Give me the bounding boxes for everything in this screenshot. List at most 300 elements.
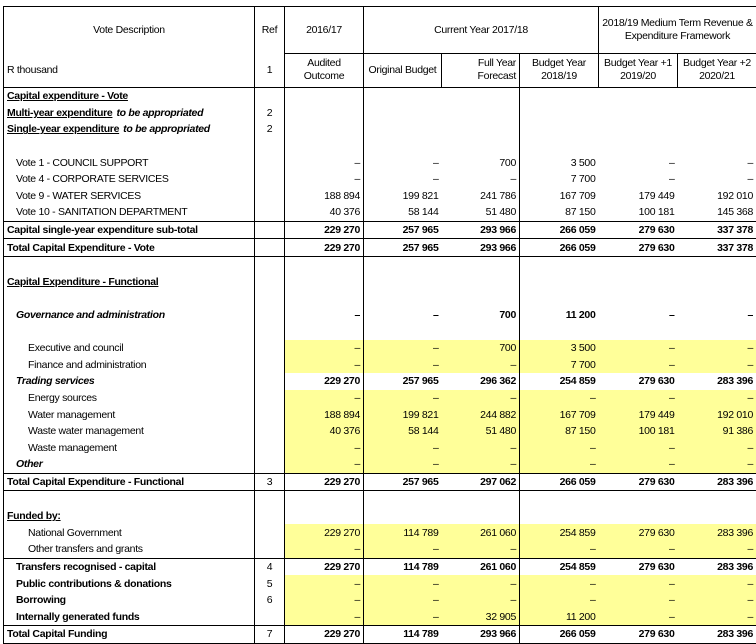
row-value: – [442,357,520,374]
row-value [364,121,442,138]
row-value: 279 630 [599,221,678,239]
row-value: – [285,307,364,324]
row-value: 229 270 [285,558,364,575]
row-value [678,508,756,525]
row-ref [255,154,285,171]
row-value: 51 480 [442,423,520,440]
row-ref [255,88,285,105]
row-value [364,105,442,122]
row-value: 257 965 [364,221,442,239]
row-value [364,323,442,340]
row-value: – [520,541,599,558]
row-value [364,290,442,307]
row-value: – [364,439,442,456]
row-label: Total Capital Expenditure - Vote [4,239,255,257]
row-value: – [442,439,520,456]
row-value: – [285,171,364,188]
row-label: Funded by: [4,508,255,525]
row-value: 279 630 [599,373,678,390]
table-row [4,323,756,340]
row-value [678,323,756,340]
row-ref [255,508,285,525]
row-value: – [599,154,678,171]
row-value [678,121,756,138]
row-value: 261 060 [442,524,520,541]
row-value: – [364,541,442,558]
row-value [520,508,599,525]
row-value [285,274,364,291]
table-body [4,88,756,644]
row-value: 7 700 [520,357,599,374]
row-value: 3 500 [520,154,599,171]
vote-description-header: Vote Description [4,7,255,54]
row-value: – [599,439,678,456]
row-value: 254 859 [520,524,599,541]
row-value: – [285,592,364,609]
table-row [4,290,756,307]
row-value: 7 700 [520,171,599,188]
row-value: 167 709 [520,188,599,205]
row-label: Waste water management [4,423,255,440]
table-row [4,373,756,390]
row-value: 192 010 [678,406,756,423]
row-value [364,88,442,105]
row-value: 11 200 [520,307,599,324]
table-row [4,188,756,205]
capital-expenditure-table [3,6,756,644]
row-value [285,508,364,525]
row-value: – [285,456,364,473]
row-value: 3 500 [520,340,599,357]
table-row [4,171,756,188]
row-value: – [442,456,520,473]
row-value: – [364,456,442,473]
row-value: – [678,390,756,407]
row-ref [255,491,285,508]
row-ref: 3 [255,473,285,491]
table-row [4,508,756,525]
table-row [4,221,756,239]
table-row [4,307,756,324]
row-value: 229 270 [285,473,364,491]
row-value: 297 062 [442,473,520,491]
row-label: Vote 9 - WATER SERVICES [4,188,255,205]
row-ref [255,256,285,273]
table-row [4,121,756,138]
row-value: 179 449 [599,406,678,423]
row-value [364,508,442,525]
row-value: – [285,608,364,625]
row-value: – [285,439,364,456]
row-value [285,256,364,273]
original-budget-header: Original Budget [364,53,442,88]
row-label: Vote 10 - SANITATION DEPARTMENT [4,204,255,221]
row-ref [255,239,285,257]
table-row [4,608,756,625]
row-label: Single-year expenditure to be appropriated [4,121,255,138]
row-value: 261 060 [442,558,520,575]
row-value [678,491,756,508]
row-value: 279 630 [599,524,678,541]
table-row [4,473,756,491]
row-value: 241 786 [442,188,520,205]
row-value [520,256,599,273]
row-label: National Government [4,524,255,541]
row-value [364,274,442,291]
row-label [4,256,255,273]
row-ref [255,373,285,390]
row-value: 266 059 [520,239,599,257]
row-label: Water management [4,406,255,423]
table-row [4,88,756,105]
row-label: Executive and council [4,340,255,357]
row-value: 257 965 [364,239,442,257]
row-ref [255,188,285,205]
row-value: 279 630 [599,626,678,644]
row-value: 283 396 [678,473,756,491]
row-value: 87 150 [520,204,599,221]
row-value: – [678,541,756,558]
table-row [4,626,756,644]
row-label: Total Capital Funding [4,626,255,644]
row-value [520,491,599,508]
row-label: Capital single-year expenditure sub-total [4,221,255,239]
row-value: – [599,340,678,357]
table-row [4,390,756,407]
row-value: 179 449 [599,188,678,205]
row-value [520,290,599,307]
row-value: – [678,456,756,473]
row-label: Borrowing [4,592,255,609]
row-value [599,274,678,291]
row-value: 279 630 [599,473,678,491]
row-value: 700 [442,307,520,324]
row-value: – [285,357,364,374]
row-value [285,323,364,340]
row-value [520,88,599,105]
row-value [599,491,678,508]
row-ref [255,323,285,340]
row-label: Vote 4 - CORPORATE SERVICES [4,171,255,188]
row-value: 40 376 [285,204,364,221]
table-row [4,558,756,575]
row-value: 254 859 [520,558,599,575]
row-ref [255,290,285,307]
row-value: – [442,390,520,407]
row-value [442,290,520,307]
row-value: 40 376 [285,423,364,440]
row-label: Finance and administration [4,357,255,374]
row-label: Waste management [4,439,255,456]
row-value: 145 368 [678,204,756,221]
table-row [4,423,756,440]
row-value: 257 965 [364,473,442,491]
row-value: – [285,575,364,592]
row-label: Capital expenditure - Vote [4,88,255,105]
row-value: 337 378 [678,221,756,239]
row-value: 283 396 [678,373,756,390]
budget-2018-header: Budget Year 2018/19 [520,53,599,88]
row-value: 296 362 [442,373,520,390]
table-row [4,491,756,508]
row-label: Transfers recognised - capital [4,558,255,575]
row-value: 199 821 [364,188,442,205]
row-value: 32 905 [442,608,520,625]
audited-outcome-header: Audited Outcome [285,53,364,88]
row-value [285,290,364,307]
row-value: 337 378 [678,239,756,257]
row-label: Other [4,456,255,473]
row-value [678,138,756,155]
row-value: 279 630 [599,239,678,257]
row-value: – [599,592,678,609]
row-label: Vote 1 - COUNCIL SUPPORT [4,154,255,171]
row-value: – [599,390,678,407]
table-row [4,541,756,558]
row-value: 283 396 [678,626,756,644]
row-value [285,105,364,122]
row-value [442,274,520,291]
row-value [520,105,599,122]
row-value: 229 270 [285,221,364,239]
row-label-suffix: to be appropriated [116,107,203,119]
row-value [442,508,520,525]
row-value: – [520,575,599,592]
row-value [285,491,364,508]
row-value [599,323,678,340]
row-value: 254 859 [520,373,599,390]
row-value: 114 789 [364,558,442,575]
row-value: – [678,575,756,592]
row-value: – [678,592,756,609]
row-value: 700 [442,340,520,357]
row-value: – [364,340,442,357]
row-ref [255,138,285,155]
row-value: 100 181 [599,423,678,440]
row-value: – [364,608,442,625]
row-value: 229 270 [285,373,364,390]
table-row [4,524,756,541]
row-value: – [364,592,442,609]
row-ref: 7 [255,626,285,644]
row-label-suffix: to be appropriated [123,123,210,135]
row-label [4,290,255,307]
row-value: – [520,592,599,609]
row-value: 283 396 [678,524,756,541]
row-value [285,138,364,155]
row-value [442,138,520,155]
row-label [4,138,255,155]
budget-2020-header: Budget Year +2 2020/21 [678,53,756,88]
row-value: 91 386 [678,423,756,440]
row-value: 11 200 [520,608,599,625]
row-value: 244 882 [442,406,520,423]
row-value: 279 630 [599,558,678,575]
row-value: – [678,357,756,374]
row-value: – [678,340,756,357]
table-row [4,204,756,221]
row-ref: 4 [255,558,285,575]
row-value [599,256,678,273]
row-value: 199 821 [364,406,442,423]
row-value: 266 059 [520,626,599,644]
row-value: – [678,608,756,625]
row-value [599,508,678,525]
table-row [4,575,756,592]
table-row [4,274,756,291]
row-ref [255,406,285,423]
row-value: 192 010 [678,188,756,205]
row-value [599,88,678,105]
row-value: – [442,171,520,188]
row-ref [255,221,285,239]
row-value [442,256,520,273]
row-value: – [599,541,678,558]
row-value [442,323,520,340]
row-value [678,274,756,291]
row-value: – [285,340,364,357]
table-row [4,138,756,155]
row-value: – [520,456,599,473]
row-value: 229 270 [285,524,364,541]
ref-number: 1 [255,53,285,88]
row-value [520,323,599,340]
row-value: – [364,575,442,592]
row-value [678,88,756,105]
table-row [4,456,756,473]
row-ref [255,307,285,324]
header-row-bottom [4,53,756,88]
row-value: – [442,541,520,558]
row-ref [255,390,285,407]
row-label: Trading services [4,373,255,390]
row-value: 283 396 [678,558,756,575]
row-value: – [285,541,364,558]
row-value: – [678,307,756,324]
table-row [4,239,756,257]
row-value: 266 059 [520,221,599,239]
budget-2019-header: Budget Year +1 2019/20 [599,53,678,88]
row-value [599,138,678,155]
table-row [4,357,756,374]
row-value: 167 709 [520,406,599,423]
row-value [599,290,678,307]
row-value: – [599,307,678,324]
row-value [285,121,364,138]
row-value: 114 789 [364,524,442,541]
row-value: 58 144 [364,423,442,440]
row-value [678,290,756,307]
row-value [442,491,520,508]
row-ref [255,171,285,188]
row-label: Other transfers and grants [4,541,255,558]
row-label: Governance and administration [4,307,255,324]
row-ref [255,274,285,291]
current-year-header: Current Year 2017/18 [364,7,599,54]
ref-header: Ref [255,7,285,54]
row-value: – [599,171,678,188]
row-value: – [364,307,442,324]
year-2016-header: 2016/17 [285,7,364,54]
row-value: – [364,390,442,407]
row-value [442,88,520,105]
row-value: 188 894 [285,188,364,205]
row-ref: 2 [255,121,285,138]
row-label: Public contributions & donations [4,575,255,592]
row-value: – [678,439,756,456]
row-value: 700 [442,154,520,171]
row-value: – [599,575,678,592]
row-value: – [599,456,678,473]
row-value: 293 966 [442,239,520,257]
row-value [364,138,442,155]
row-value [599,105,678,122]
table-row [4,340,756,357]
row-ref: 2 [255,105,285,122]
row-value: 114 789 [364,626,442,644]
row-value [599,121,678,138]
r-thousand-label: R thousand [4,53,255,88]
row-ref [255,204,285,221]
row-value: – [442,592,520,609]
row-ref [255,608,285,625]
row-value [285,88,364,105]
row-value [364,256,442,273]
row-label [4,323,255,340]
table-row [4,256,756,273]
row-label: Capital Expenditure - Functional [4,274,255,291]
row-value: – [520,390,599,407]
row-value: 229 270 [285,626,364,644]
row-value: 51 480 [442,204,520,221]
row-label: Total Capital Expenditure - Functional [4,473,255,491]
row-value: – [442,575,520,592]
header-row-top [4,7,756,54]
table-row [4,439,756,456]
row-value: – [285,154,364,171]
row-value: 229 270 [285,239,364,257]
row-label: Internally generated funds [4,608,255,625]
row-value: 87 150 [520,423,599,440]
row-value [442,105,520,122]
row-value: 266 059 [520,473,599,491]
row-ref [255,541,285,558]
row-ref: 6 [255,592,285,609]
table-row [4,406,756,423]
row-value: – [678,171,756,188]
table-row [4,154,756,171]
row-value: – [364,171,442,188]
row-label: Multi-year expenditure to be appropriated [4,105,255,122]
mtref-header: 2018/19 Medium Term Revenue & Expenditure Framework [599,7,756,54]
row-value: 100 181 [599,204,678,221]
row-value [520,274,599,291]
row-value: 293 966 [442,221,520,239]
row-value: – [285,390,364,407]
row-value [442,121,520,138]
row-label [4,491,255,508]
row-value: – [678,154,756,171]
row-value: – [364,357,442,374]
row-value: – [599,357,678,374]
row-value [520,138,599,155]
row-value: 58 144 [364,204,442,221]
row-value: – [520,439,599,456]
row-ref [255,456,285,473]
row-ref: 5 [255,575,285,592]
row-value: 188 894 [285,406,364,423]
table-row [4,592,756,609]
